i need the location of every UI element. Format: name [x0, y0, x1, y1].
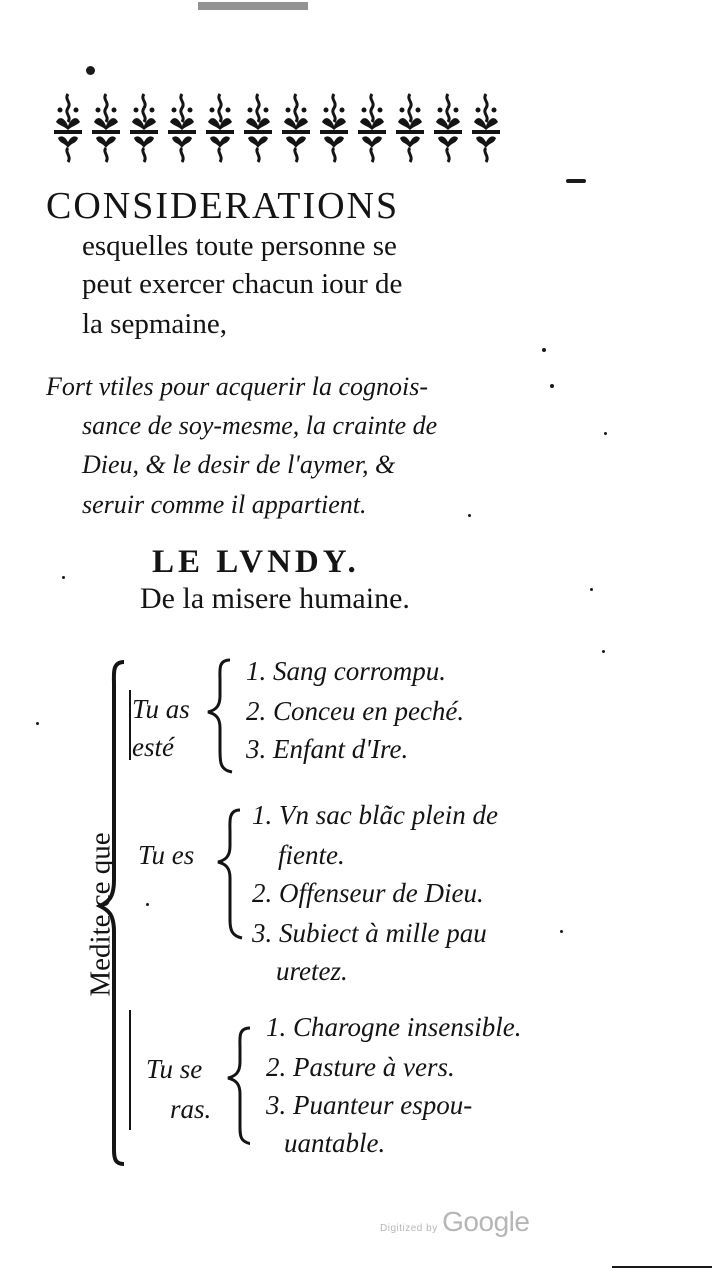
- group-2-item-2: 2. Offenseur de Dieu.: [252, 878, 484, 908]
- group-3-item-1: 1. Charogne insensible.: [266, 1012, 522, 1042]
- fleuron-ornament-band: [48, 92, 508, 164]
- group-2-item-3-cont: uretez.: [276, 956, 348, 986]
- watermark-brand: Google: [442, 1206, 530, 1237]
- group-3-item-3-cont: uantable.: [284, 1128, 386, 1158]
- subtitle-line-3: Dieu, & le desir de l'aymer, &: [82, 450, 396, 479]
- title-line-3: la sepmaine,: [82, 308, 227, 340]
- subtitle-line-1: Fort vtiles pour acquerir la cognois-: [46, 372, 429, 401]
- group-2-label-line-1: Tu es: [138, 840, 195, 870]
- group-3-label-line-2: ras.: [170, 1094, 212, 1124]
- outline-braces: [90, 650, 250, 1170]
- section-subtitle: De la misere humaine.: [140, 582, 410, 615]
- group-1-item-3: 3. Enfant d'Ire.: [246, 734, 409, 764]
- vertical-label: Medite ce que: [84, 832, 117, 997]
- subtitle-line-2: sance de soy-mesme, la crainte de: [82, 411, 438, 440]
- group-1-item-1: 1. Sang corrompu.: [246, 656, 446, 686]
- group-2-item-1: 1. Vn sac blãc plein de: [252, 800, 498, 830]
- page-top-edge: [198, 2, 308, 10]
- title-heading: CONSIDERATIONS: [46, 185, 400, 227]
- title-line-1: esquelles toute personne se: [82, 230, 397, 262]
- section-title: LE LVNDY.: [152, 544, 360, 580]
- group-3-label-line-1: Tu se: [146, 1054, 203, 1084]
- group-2-item-3: 3. Subiect à mille pau: [252, 918, 487, 948]
- subtitle-line-4: seruir comme il appartient.: [82, 490, 367, 519]
- watermark-prefix: Digitized by: [380, 1223, 438, 1234]
- digitized-by-watermark: [380, 1206, 529, 1238]
- group-3-item-2: 2. Pasture à vers.: [266, 1052, 455, 1082]
- group-2-item-1-cont: fiente.: [278, 840, 345, 870]
- group-1-label-line-1: Tu as: [132, 694, 190, 724]
- group-1-item-2: 2. Conceu en peché.: [246, 696, 465, 726]
- group-1-label-line-2: esté: [132, 732, 174, 762]
- title-line-2: peut exercer chacun iour de: [82, 268, 403, 300]
- group-3-item-3: 3. Puanteur espou-: [266, 1090, 473, 1120]
